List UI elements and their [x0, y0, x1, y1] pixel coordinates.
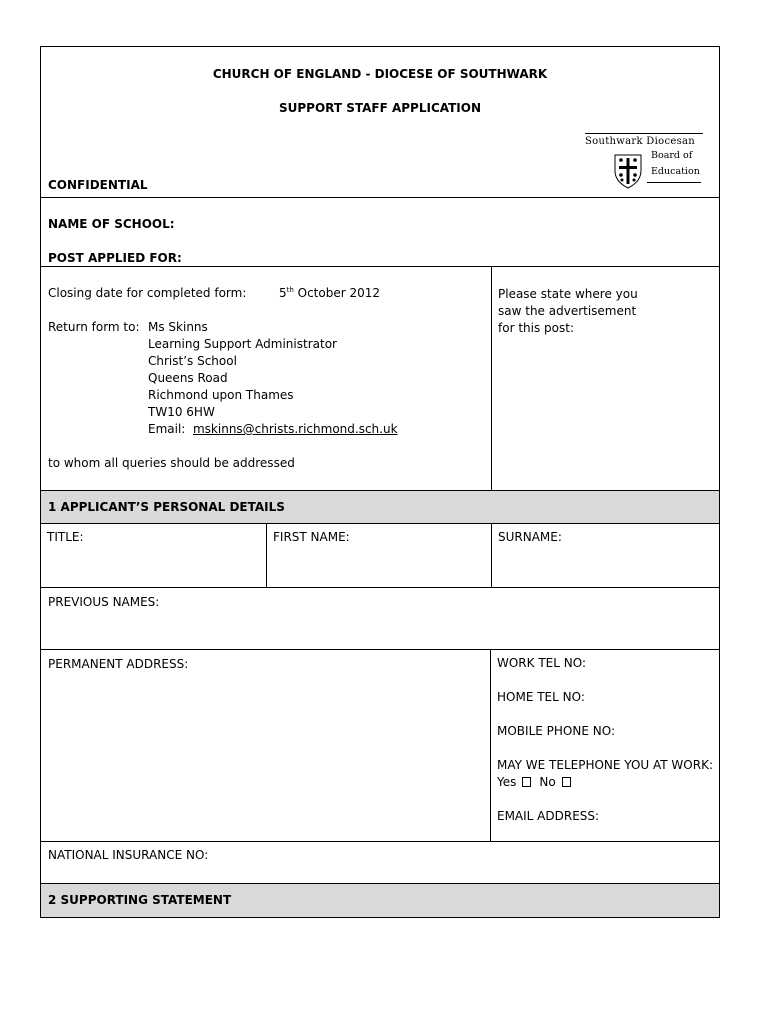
return-email-line [148, 422, 398, 436]
logo-text-line2: Board of [651, 150, 693, 161]
yes-checkbox[interactable] [522, 777, 531, 787]
return-town: Richmond upon Thames [148, 388, 294, 402]
queries-note: to whom all queries should be addressed [48, 456, 295, 470]
school-post-section [41, 198, 719, 267]
section2-header [41, 884, 719, 917]
post-applied-for-field[interactable]: POST APPLIED FOR: [48, 251, 182, 265]
return-street: Queens Road [148, 371, 228, 385]
previous-names-field[interactable] [41, 588, 719, 650]
advert-line-3: for this post: [498, 321, 574, 335]
title-field[interactable] [41, 524, 267, 587]
advert-line-1: Please state where you [498, 287, 638, 301]
national-insurance-label: NATIONAL INSURANCE NO: [48, 848, 209, 862]
permanent-address-field[interactable] [41, 650, 491, 841]
form-subtitle: SUPPORT STAFF APPLICATION [278, 101, 482, 115]
closing-date-day: 5 [279, 286, 287, 300]
logo-text-line1: Southwark Diocesan [585, 136, 695, 147]
shield-icon [613, 153, 643, 189]
closing-details-section [41, 267, 719, 491]
diocesan-board-logo [585, 133, 703, 191]
yes-label: Yes [497, 775, 517, 789]
title-label: TITLE: [47, 530, 84, 544]
return-email-link[interactable]: mskinns@christs.richmond.sch.uk [192, 422, 398, 436]
previous-names-label: PREVIOUS NAMES: [48, 595, 160, 609]
first-name-field[interactable] [267, 524, 492, 587]
form-header [41, 47, 719, 198]
section2-title: 2 SUPPORTING STATEMENT [48, 893, 232, 907]
return-postcode: TW10 6HW [148, 405, 215, 419]
telephone-at-work-options [497, 775, 579, 789]
work-tel-field[interactable]: WORK TEL NO: [497, 656, 586, 670]
permanent-address-label: PERMANENT ADDRESS: [48, 657, 189, 671]
confidential-label: CONFIDENTIAL [48, 178, 148, 192]
home-tel-field[interactable]: HOME TEL NO: [497, 690, 585, 704]
advert-line-2: saw the advertisement [498, 304, 637, 318]
logo-text-line3: Education [651, 166, 700, 177]
section1-header [41, 491, 719, 524]
closing-date-month-year: October 2012 [293, 286, 381, 300]
logo-bottom-rule [647, 182, 701, 183]
name-of-school-field[interactable]: NAME OF SCHOOL: [48, 217, 175, 231]
mobile-phone-field[interactable]: MOBILE PHONE NO: [497, 724, 615, 738]
return-school: Christ’s School [148, 354, 237, 368]
closing-date-value [279, 286, 380, 300]
closing-date-label: Closing date for completed form: [48, 286, 247, 300]
first-name-label: FIRST NAME: [273, 530, 350, 544]
no-label: No [539, 775, 556, 789]
return-name: Ms Skinns [148, 320, 208, 334]
name-fields-row [41, 524, 719, 588]
telephone-at-work-question: MAY WE TELEPHONE YOU AT WORK: [497, 758, 713, 772]
section1-title: 1 APPLICANT’S PERSONAL DETAILS [48, 500, 285, 514]
return-details-cell [41, 267, 492, 490]
no-checkbox[interactable] [562, 777, 571, 787]
logo-top-rule [585, 133, 703, 134]
advertisement-question [498, 286, 638, 337]
application-form [40, 46, 720, 918]
address-contact-row [41, 650, 719, 842]
contact-numbers-cell [491, 650, 719, 841]
advertisement-cell[interactable] [492, 267, 719, 490]
national-insurance-field[interactable] [41, 842, 719, 884]
closing-date-suffix: th [286, 286, 294, 294]
surname-label: SURNAME: [498, 530, 562, 544]
email-address-field[interactable]: EMAIL ADDRESS: [497, 809, 600, 823]
surname-field[interactable] [492, 524, 719, 587]
return-form-label: Return form to: [48, 320, 140, 334]
return-email-label: Email: [148, 422, 186, 436]
page-title: CHURCH OF ENGLAND - DIOCESE OF SOUTHWARK [212, 67, 548, 81]
return-role: Learning Support Administrator [148, 337, 337, 351]
